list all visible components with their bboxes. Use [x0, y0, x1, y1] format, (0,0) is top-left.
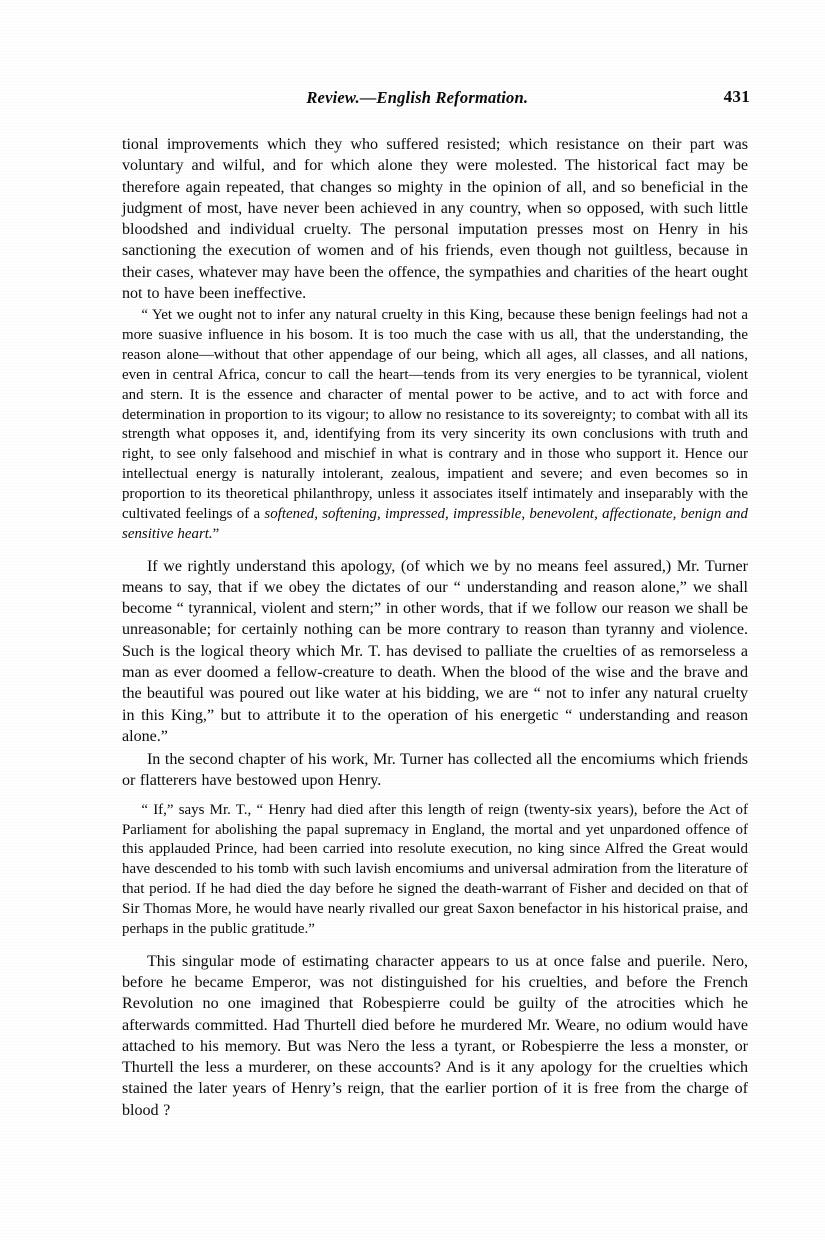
- quoted-passage-if-henry-had-died: “ If,” says Mr. T., “ Henry had died after this length of reign (twenty-six years), before the Act of Parliament for abolishing the papal supremacy in England, the mortal and yet unpardoned offence of this applauded Prince, had been carried into resolute execution, no king since Alfred the Great would have descended to his tomb with such lavish encomiums and universal admiration from the literature of that period. If he had died the day before he signed the death-warrant of Fisher and decided on that of Sir Thomas More, he would have nearly rivalled our great Saxon benefactor in his historical praise, and perhaps in the public gratitude.”: [122, 801, 748, 937]
- paragraph-apology-commentary: If we rightly understand this apology, (of which we by no means feel assured,) Mr. Turner means to say, that if we obey the dictates of our “ understanding and reason alone,” we shall become “ tyrannical, violent and stern;” in other words, that if we follow our reason we shall be unreasonable; for certainly nothing can be more contrary to reason than tyranny and violence. Such is the logical theory which Mr. T. has devised to palliate the cruelties of as remorseless a man as ever doomed a fellow-creature to death. When the blood of the wise and the brave and the beautiful was poured out like water at his bidding, we are “ not to infer any natural cruelty in this King,” but to attribute it to the operation of his energetic “ understanding and reason alone.”: [122, 557, 748, 745]
- paragraph-singular-mode: This singular mode of estimating character appears to us at once false and puerile. Nero, before he became Emperor, was not distinguished for his cruelties, and before the French Revolution no one imagined that Robespierre could be guilty of the atrocities which he afterwards committed. Had Thurtell died before he murdered Mr. Weare, no odium would have attached to his memory. But was Nero the less a tyrant, or Robespierre the less a monster, or Thurtell the less a murderer, on these accounts? And is it any apology for the cruelties which stained the later years of Henry’s reign, that the earlier portion of it is free from the charge of blood ?: [122, 952, 748, 1119]
- quoted-passage-turner-apology: [122, 306, 748, 544]
- running-head-title: Review.—English Reformation.: [306, 88, 529, 107]
- quote-italic-phrase: softened, softening, impressed, impressible, benevolent, affectionate, benign and sensitive heart.: [122, 505, 748, 542]
- paragraph-second-chapter: In the second chapter of his work, Mr. Turner has collected all the encomiums which friends or flatterers have bestowed upon Henry.: [122, 751, 748, 790]
- running-head: [122, 88, 748, 118]
- page-number: 431: [723, 87, 750, 106]
- quote-lead-text: “ Yet we ought not to infer any natural cruelty in this King, because these benign feelings had not a more suasive influence in his bosom. It is too much the case with us all, that the understanding, the reason alone—without that other appendage of our being, which all ages, all classes, and all nations, even in central Africa, concur to call the heart—tends from its very energies to be tyrannical, violent and stern. It is the essence and character of mental power to be active, and to act with force and determination in proportion to its vigour; to allow no resistance to its sovereignty; to combat with all its strength what opposes it, and, identifying from its very sincerity its own conclusions with truth and right, to see only falsehood and mischief in what is contrary and in those who support it. Hence our intellectual energy is naturally intolerant, zealous, impatient and severe; and even becomes so in proportion to its theoretical philanthropy, unless it associates itself intimately and inseparably with the cultivated feelings of a: [122, 307, 748, 522]
- page-text-column: [122, 88, 748, 1121]
- paragraph-continuation: tional improvements which they who suffered resisted; which resistance on their part was voluntary and wilful, and for which alone they were molested. The historical fact may be therefore again repeated, that changes so mighty in the opinion of all, and so beneficial in the judgment of most, have never been achieved in any country, when so opposed, with such little bloodshed and individual cruelty. The personal imputation presses most on Henry in his sanctioning the execution of women and of his friends, even though not guiltless, because in their cases, whatever may have been the offence, the sympathies and charities of the heart ought not to have been ineffective.: [122, 136, 748, 303]
- quote-closing-mark: ”: [212, 525, 220, 542]
